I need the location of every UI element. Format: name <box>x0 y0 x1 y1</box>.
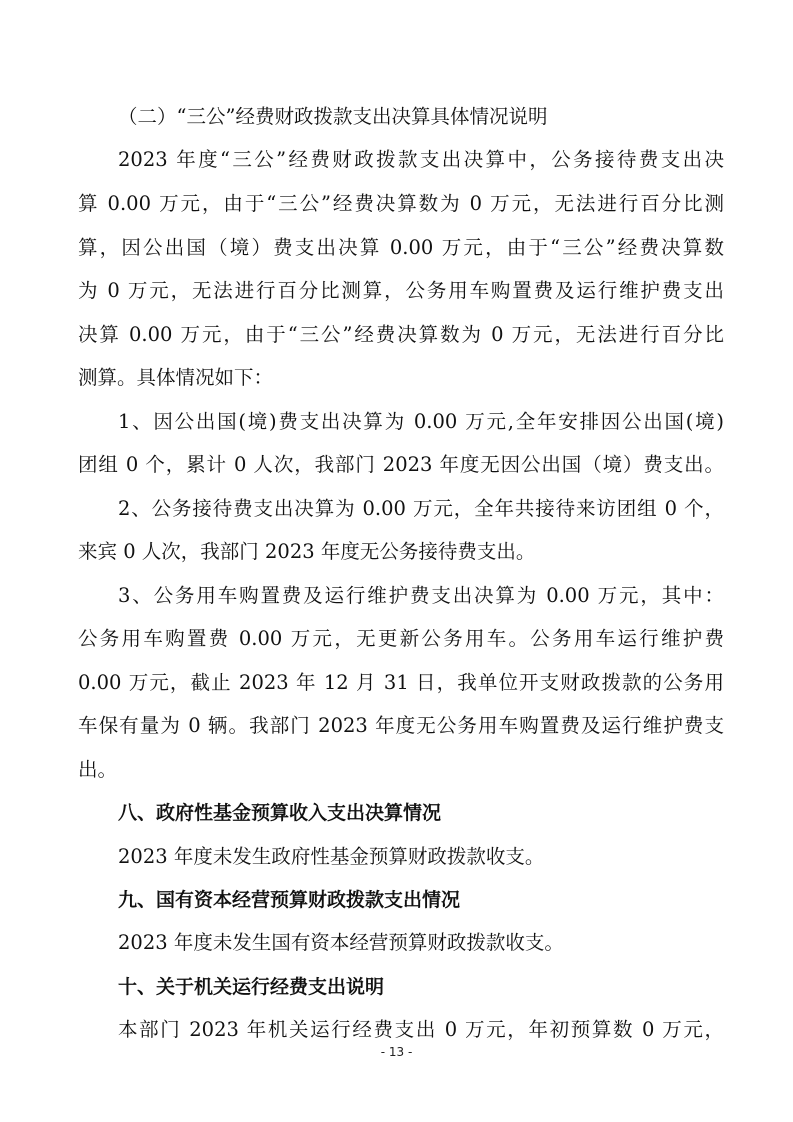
list-item-line: 0.00 万元，截止 2023 年 12 月 31 日，我单位开支财政拨款的公务用 <box>78 671 724 694</box>
list-item-line: 3、公务用车购置费及运行维护费支出决算为 0.00 万元，其中： <box>118 584 724 607</box>
section-subtitle: （二）“三公”经费财政拨款支出决算具体情况说明 <box>118 105 548 128</box>
section-body: 2023 年度未发生政府性基金预算财政拨款收支。 <box>118 845 545 868</box>
section-body: 本部门 2023 年机关运行经费支出 0 万元，年初预算数 0 万元， <box>118 1018 724 1041</box>
section-heading: 十、关于机关运行经费支出说明 <box>118 976 385 998</box>
list-item-line: 车保有量为 0 辆。我部门 2023 年度无公务用车购置费及运行维护费支 <box>78 714 724 737</box>
paragraph-line: 测算。具体情况如下： <box>78 366 274 389</box>
list-item-line: 出。 <box>78 758 118 781</box>
list-item-line: 1、因公出国(境)费支出决算为 0.00 万元,全年安排因公出国(境) <box>118 410 724 433</box>
section-heading: 八、政府性基金预算收入支出决算情况 <box>118 802 442 824</box>
page-number: - 13 - <box>380 1045 413 1059</box>
paragraph-line: 决算 0.00 万元，由于“三公”经费决算数为 0 万元，无法进行百分比 <box>78 323 724 346</box>
section-heading: 九、国有资本经营预算财政拨款支出情况 <box>118 889 461 911</box>
paragraph-line: 为 0 万元，无法进行百分比测算，公务用车购置费及运行维护费支出 <box>78 279 724 302</box>
list-item-line: 2、公务接待费支出决算为 0.00 万元，全年共接待来访团组 0 个， <box>118 497 724 520</box>
list-item-line: 公务用车购置费 0.00 万元，无更新公务用车。公务用车运行维护费 <box>78 627 724 650</box>
paragraph-line: 算 0.00 万元，由于“三公”经费决算数为 0 万元，无法进行百分比测 <box>78 192 724 215</box>
list-item-line: 来宾 0 人次，我部门 2023 年度无公务接待费支出。 <box>78 540 536 563</box>
paragraph-line: 2023 年度“三公”经费财政拨款支出决算中，公务接待费支出决 <box>118 148 724 171</box>
section-body: 2023 年度未发生国有资本经营预算财政拨款收支。 <box>118 931 564 954</box>
list-item-line: 团组 0 个，累计 0 人次，我部门 2023 年度无因公出国（境）费支出。 <box>78 453 724 476</box>
paragraph-line: 算，因公出国（境）费支出决算 0.00 万元，由于“三公”经费决算数 <box>78 236 724 259</box>
